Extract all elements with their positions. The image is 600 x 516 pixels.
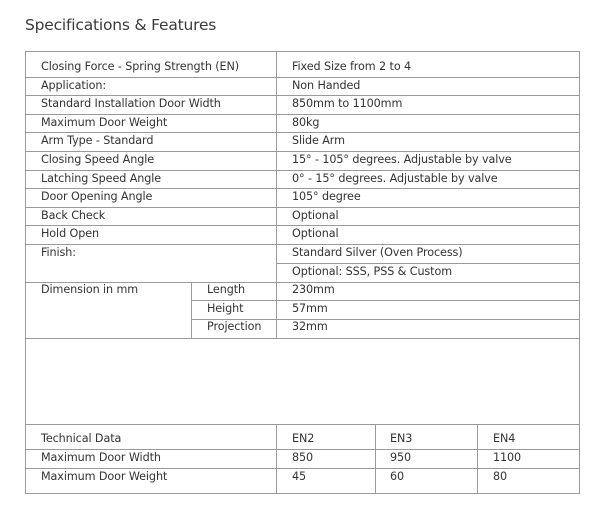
spec-row-max-door-weight	[0, 114, 600, 133]
spec-row-opening-angle	[0, 188, 600, 207]
spec-value: Optional	[292, 227, 339, 241]
spec-label: Maximum Door Weight	[41, 115, 168, 129]
dimension-name: Height	[207, 301, 244, 315]
spec-label: Closing Force - Spring Strength (EN)	[41, 60, 240, 73]
spec-label: Closing Speed Angle	[41, 153, 155, 166]
dimension-subcolumn-divider	[191, 282, 192, 338]
spec-value: 0° - 15° degrees. Adjustable by valve	[292, 171, 498, 185]
spec-label: Arm Type - Standard	[41, 134, 154, 148]
technical-value: 80	[493, 470, 508, 483]
spec-value: Fixed Size from 2 to 4	[292, 60, 412, 73]
dimension-value: 32mm	[292, 320, 328, 334]
technical-column-divider	[276, 424, 277, 494]
spec-row-closing-speed	[0, 151, 600, 170]
spec-row-finish-optional	[0, 263, 600, 282]
model-header: EN4	[493, 432, 516, 445]
technical-row-label: Maximum Door Weight	[41, 470, 168, 483]
spec-label: Standard Installation Door Width	[41, 97, 221, 111]
spec-row-closing-force	[0, 58, 600, 77]
spec-value: 80kg	[292, 115, 320, 129]
dimension-value: 57mm	[292, 301, 328, 315]
technical-row-label: Maximum Door Width	[41, 451, 161, 464]
spec-row-latching-speed	[0, 170, 600, 189]
dimension-value: 230mm	[292, 283, 335, 297]
spec-label: Latching Speed Angle	[41, 171, 162, 185]
spec-label: Finish:	[41, 246, 76, 259]
spec-value: Optional	[292, 208, 339, 222]
spec-label: Back Check	[41, 208, 106, 222]
spec-value: Optional: SSS, PSS & Custom	[292, 264, 452, 278]
spec-row-back-check	[0, 207, 600, 226]
row-divider	[25, 338, 580, 339]
technical-value: 1100	[493, 451, 522, 464]
technical-value: 60	[390, 470, 405, 483]
spec-value: 850mm to 1100mm	[292, 97, 403, 111]
spec-row-arm-type	[0, 132, 600, 151]
technical-value: 45	[292, 470, 307, 483]
technical-column-divider	[375, 424, 376, 494]
dimension-name: Length	[207, 283, 245, 297]
spec-value: 105° degree	[292, 190, 361, 204]
spec-value: Standard Silver (Oven Process)	[292, 246, 463, 259]
spec-label: Application:	[41, 78, 107, 92]
dimension-label: Dimension in mm	[41, 283, 139, 297]
technical-value: 850	[292, 451, 314, 464]
spec-value: 15° - 105° degrees. Adjustable by valve	[292, 153, 512, 166]
technical-column-divider	[477, 424, 478, 494]
page-title: Specifications & Features	[25, 16, 217, 34]
spec-row-finish	[0, 244, 600, 263]
spec-row-application	[0, 77, 600, 96]
dimension-name: Projection	[207, 320, 262, 334]
spec-value: Non Handed	[292, 78, 361, 92]
technical-value: 950	[390, 451, 412, 464]
spec-label: Hold Open	[41, 227, 100, 241]
spec-row-installation-width	[0, 95, 600, 114]
spec-row-hold-open	[0, 225, 600, 244]
model-header: EN2	[292, 432, 315, 445]
model-header: EN3	[390, 432, 413, 445]
row-divider	[25, 424, 580, 425]
spec-value: Slide Arm	[292, 134, 345, 148]
spec-label: Door Opening Angle	[41, 190, 153, 204]
technical-header: Technical Data	[41, 432, 122, 445]
row-divider	[191, 300, 580, 301]
